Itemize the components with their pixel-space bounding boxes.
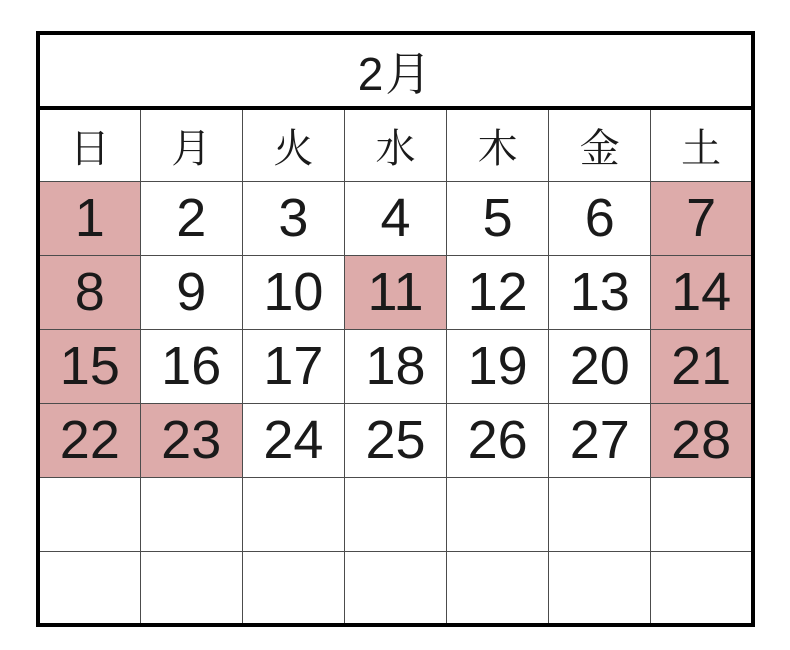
day-cell-3: 3 bbox=[242, 181, 344, 255]
calendar-table bbox=[36, 31, 755, 627]
week-row-2 bbox=[38, 329, 753, 403]
day-cell-22: 22 bbox=[38, 403, 140, 477]
weekday-header-row bbox=[38, 108, 753, 181]
day-cell-25: 25 bbox=[344, 403, 446, 477]
day-cell-13: 13 bbox=[549, 255, 651, 329]
empty-cell bbox=[651, 477, 753, 551]
week-row-4 bbox=[38, 477, 753, 551]
day-cell-20: 20 bbox=[549, 329, 651, 403]
day-cell-27: 27 bbox=[549, 403, 651, 477]
day-cell-15: 15 bbox=[38, 329, 140, 403]
empty-cell bbox=[38, 477, 140, 551]
month-title-row bbox=[38, 33, 753, 108]
empty-cell bbox=[651, 551, 753, 625]
day-cell-21: 21 bbox=[651, 329, 753, 403]
empty-cell bbox=[344, 551, 446, 625]
empty-cell bbox=[242, 477, 344, 551]
empty-cell bbox=[447, 551, 549, 625]
day-cell-6: 6 bbox=[549, 181, 651, 255]
empty-cell bbox=[549, 477, 651, 551]
day-cell-12: 12 bbox=[447, 255, 549, 329]
empty-cell bbox=[38, 551, 140, 625]
weekday-header-0: 日 bbox=[38, 108, 140, 181]
weekday-header-2: 火 bbox=[242, 108, 344, 181]
day-cell-2: 2 bbox=[140, 181, 242, 255]
day-cell-23: 23 bbox=[140, 403, 242, 477]
week-row-3 bbox=[38, 403, 753, 477]
week-row-1 bbox=[38, 255, 753, 329]
day-cell-4: 4 bbox=[344, 181, 446, 255]
day-cell-28: 28 bbox=[651, 403, 753, 477]
day-cell-5: 5 bbox=[447, 181, 549, 255]
empty-cell bbox=[447, 477, 549, 551]
day-cell-10: 10 bbox=[242, 255, 344, 329]
empty-cell bbox=[140, 477, 242, 551]
day-cell-1: 1 bbox=[38, 181, 140, 255]
weekday-header-5: 金 bbox=[549, 108, 651, 181]
empty-cell bbox=[242, 551, 344, 625]
day-cell-24: 24 bbox=[242, 403, 344, 477]
empty-cell bbox=[549, 551, 651, 625]
week-row-5 bbox=[38, 551, 753, 625]
day-cell-8: 8 bbox=[38, 255, 140, 329]
day-cell-11: 11 bbox=[344, 255, 446, 329]
calendar bbox=[36, 31, 755, 625]
weekday-header-4: 木 bbox=[447, 108, 549, 181]
weekday-header-6: 土 bbox=[651, 108, 753, 181]
day-cell-19: 19 bbox=[447, 329, 549, 403]
week-row-0 bbox=[38, 181, 753, 255]
month-title: 2月 bbox=[38, 33, 753, 108]
day-cell-9: 9 bbox=[140, 255, 242, 329]
day-cell-26: 26 bbox=[447, 403, 549, 477]
day-cell-18: 18 bbox=[344, 329, 446, 403]
day-cell-17: 17 bbox=[242, 329, 344, 403]
weekday-header-1: 月 bbox=[140, 108, 242, 181]
day-cell-14: 14 bbox=[651, 255, 753, 329]
day-cell-7: 7 bbox=[651, 181, 753, 255]
weekday-header-3: 水 bbox=[344, 108, 446, 181]
empty-cell bbox=[140, 551, 242, 625]
empty-cell bbox=[344, 477, 446, 551]
day-cell-16: 16 bbox=[140, 329, 242, 403]
